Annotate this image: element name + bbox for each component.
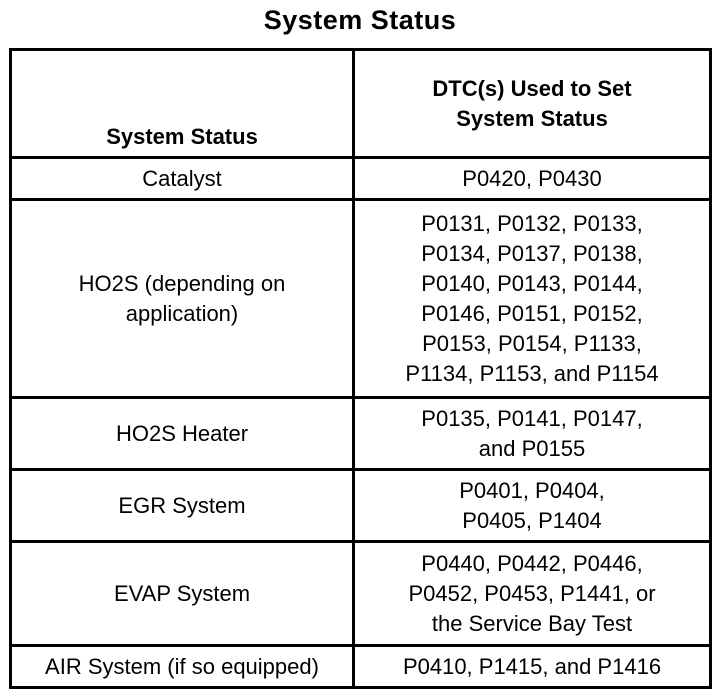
dtc-line: P0146, P0151, P0152, xyxy=(421,300,643,326)
header-dtcs-line: DTC(s) Used to Set xyxy=(432,75,632,101)
system-cell xyxy=(11,542,354,646)
system-cell xyxy=(11,470,354,542)
dtc-line: P0134, P0137, P0138, xyxy=(421,240,643,266)
table-row xyxy=(11,200,711,398)
dtc-cell xyxy=(354,398,711,470)
dtc-cell xyxy=(354,646,711,688)
header-dtcs-line: System Status xyxy=(456,105,608,131)
dtc-cell xyxy=(354,542,711,646)
dtc-line: P0405, P1404 xyxy=(462,507,602,533)
system-label: application) xyxy=(125,300,239,326)
table-row xyxy=(11,158,711,200)
system-status-table xyxy=(9,48,712,689)
table-row xyxy=(11,646,711,688)
dtc-line: P0401, P0404, xyxy=(459,477,605,503)
system-label: EVAP System xyxy=(113,580,251,606)
dtc-line: P0420, P0430 xyxy=(462,165,602,191)
system-label: Catalyst xyxy=(142,165,222,191)
dtc-line: P0153, P0154, P1133, xyxy=(422,330,642,356)
table-row xyxy=(11,398,711,470)
dtc-line: P1134, P1153, and P1154 xyxy=(405,360,659,386)
page-title: System Status xyxy=(263,5,457,35)
header-dtcs xyxy=(354,50,711,158)
system-label: HO2S Heater xyxy=(115,420,249,446)
system-cell xyxy=(11,158,354,200)
dtc-line: P0440, P0442, P0446, xyxy=(421,550,643,576)
dtc-line: P0135, P0141, P0147, xyxy=(421,405,643,431)
dtc-line: the Service Bay Test xyxy=(431,610,633,636)
table-row xyxy=(11,542,711,646)
table-row xyxy=(11,470,711,542)
system-label: EGR System xyxy=(118,492,246,518)
header-system-status: System Status xyxy=(11,50,354,158)
dtc-line: P0140, P0143, P0144, xyxy=(421,270,643,296)
system-cell xyxy=(11,200,354,398)
dtc-cell xyxy=(354,470,711,542)
dtc-line: P0410, P1415, and P1416 xyxy=(402,653,662,679)
system-label: AIR System (if so equipped) xyxy=(45,653,319,679)
dtc-cell xyxy=(354,158,711,200)
dtc-line: P0452, P0453, P1441, or xyxy=(408,580,656,606)
system-label: HO2S (depending on xyxy=(78,270,286,296)
dtc-cell xyxy=(354,200,711,398)
dtc-line: P0131, P0132, P0133, xyxy=(421,210,643,236)
dtc-line: and P0155 xyxy=(478,435,586,461)
system-cell xyxy=(11,398,354,470)
system-cell xyxy=(11,646,354,688)
table-header-row xyxy=(11,50,711,158)
